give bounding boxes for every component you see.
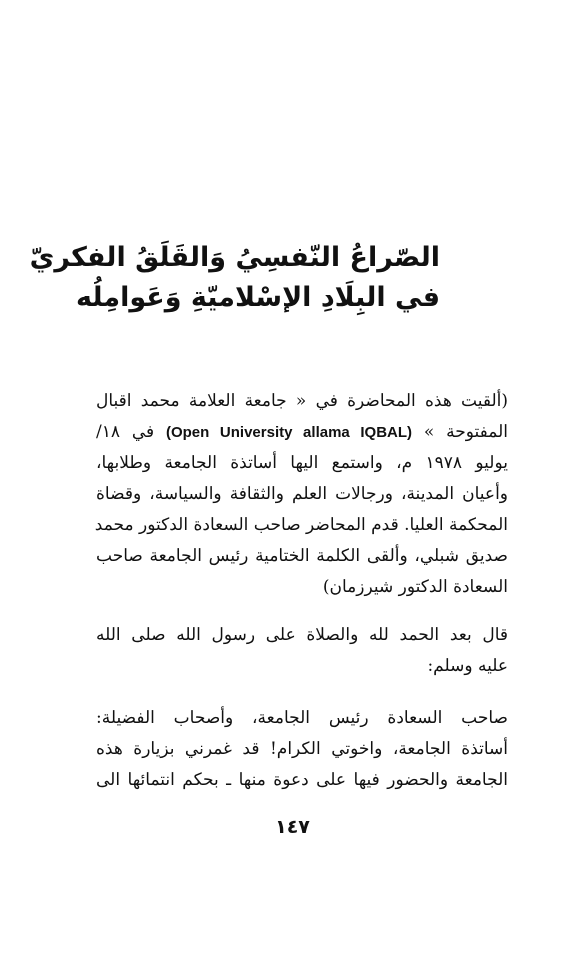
intro-line-1: (ألقيت هذه المحاضرة في « جامعة العلامة محمد اقبال <box>96 391 508 411</box>
intro-line-2 <box>96 417 508 448</box>
intro-line-5: المحكمة العليا. قدم المحاضر صاحب السعادة الدكتور محمد <box>94 515 508 535</box>
opening-line-1: قال بعد الحمد لله والصلاة على رسول الله صلى الله <box>96 625 508 645</box>
address-line-1: صاحب السعادة رئيس الجامعة، وأصحاب الفضيلة: <box>96 708 508 728</box>
intro-line-6: صديق شبلي، وألقى الكلمة الختامية رئيس الجامعة صاحب <box>96 546 508 566</box>
intro-line-7: السعادة الدكتور شيرزمان) <box>322 577 508 597</box>
university-latin-name: (Open University allama IQBAL) <box>165 424 413 441</box>
intro-line-2-end: في ۱۸/ <box>96 422 155 442</box>
chapter-title-line-1: الصّراعُ النّفسِيُ وَالقَلَقُ الفكريّ <box>29 242 440 273</box>
intro-line-3: يوليو ۱۹۷۸ م، واستمع اليها أساتذة الجامعة وطلابها، <box>96 453 508 473</box>
intro-line-4: وأعيان المدينة، ورجالات العلم والثقافة والسياسة، وقضاة <box>96 484 508 504</box>
page-number: ١٤٧ <box>275 816 310 838</box>
intro-line-2-start: المفتوحة » <box>423 422 508 442</box>
opening-paragraph <box>96 620 508 682</box>
address-line-3: الجامعة والحضور فيها على دعوة منها ـ بحكم انتمائها الى <box>96 770 508 790</box>
opening-line-2: عليه وسلم: <box>427 656 508 676</box>
address-paragraph <box>96 703 508 796</box>
chapter-title-line-2: في البِلَادِ الإسْلاميّةِ وَعَوامِلُه <box>75 282 440 313</box>
intro-paragraph <box>96 386 508 603</box>
address-line-2: أساتذة الجامعة، واخوتي الكرام! قد غمرني بزيارة هذه <box>96 739 508 759</box>
chapter-title <box>29 238 440 318</box>
